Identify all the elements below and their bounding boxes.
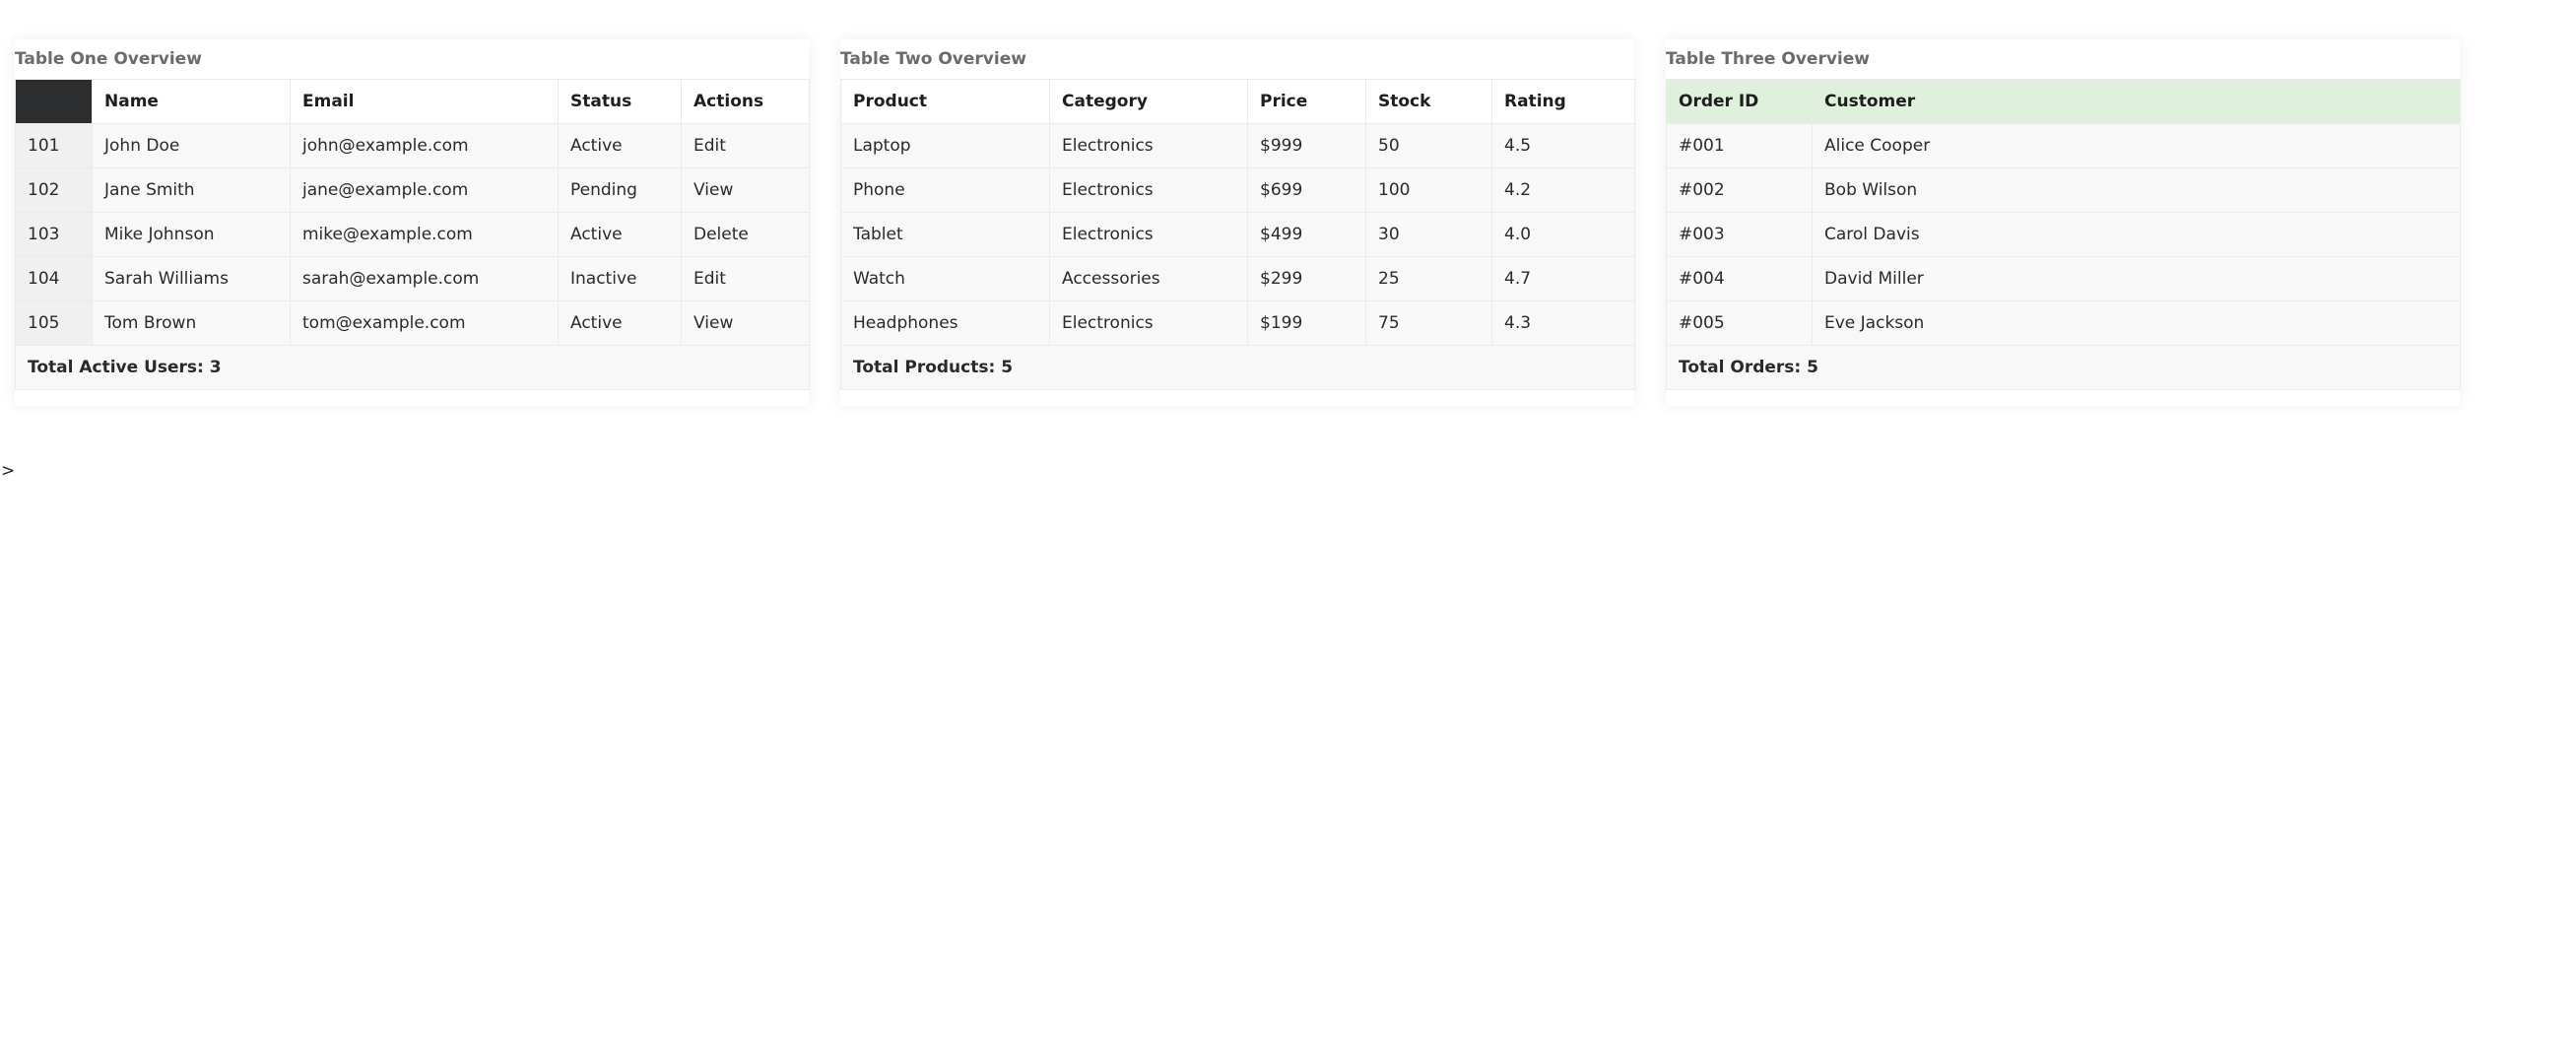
user-email-cell: tom@example.com	[291, 301, 559, 346]
table-row	[1667, 301, 2461, 346]
table-two-header-row	[841, 80, 1635, 124]
product-cell: Laptop	[841, 124, 1050, 168]
table-row	[841, 124, 1635, 168]
status-column-header[interactable]: Status	[559, 80, 682, 124]
name-column-header[interactable]: Name	[93, 80, 291, 124]
table-row	[16, 124, 810, 168]
price-cell: $699	[1248, 168, 1366, 213]
stray-text: >	[1, 461, 16, 481]
table-three-header-row	[1667, 80, 2461, 124]
user-status-cell: Active	[559, 301, 682, 346]
user-name-cell: John Doe	[93, 124, 291, 168]
user-name-cell: Jane Smith	[93, 168, 291, 213]
user-status-cell: Active	[559, 213, 682, 257]
customer-column-header[interactable]: Customer	[1813, 80, 2461, 124]
total-active-users: Total Active Users: 3	[16, 346, 810, 390]
price-cell: $299	[1248, 257, 1366, 301]
table-three	[1666, 79, 2461, 390]
table-row	[841, 213, 1635, 257]
category-cell: Accessories	[1050, 257, 1248, 301]
customer-cell: David Miller	[1813, 257, 2461, 301]
table-one	[15, 79, 810, 390]
rating-cell: 4.2	[1492, 168, 1635, 213]
table-one-header-row	[16, 80, 810, 124]
user-id-cell: 101	[16, 124, 93, 168]
order-id-cell: #005	[1667, 301, 1813, 346]
user-id-cell: 103	[16, 213, 93, 257]
user-status-cell: Pending	[559, 168, 682, 213]
user-email-cell: john@example.com	[291, 124, 559, 168]
table-row	[1667, 168, 2461, 213]
category-cell: Electronics	[1050, 168, 1248, 213]
category-column-header[interactable]: Category	[1050, 80, 1248, 124]
table-two-footer-row	[841, 346, 1635, 390]
product-column-header[interactable]: Product	[841, 80, 1050, 124]
actions-column-header[interactable]: Actions	[682, 80, 810, 124]
table-two	[840, 79, 1635, 390]
table-row	[16, 257, 810, 301]
product-cell: Watch	[841, 257, 1050, 301]
view-action[interactable]: View	[682, 168, 810, 213]
price-column-header[interactable]: Price	[1248, 80, 1366, 124]
category-cell: Electronics	[1050, 213, 1248, 257]
product-cell: Headphones	[841, 301, 1050, 346]
table-row	[841, 301, 1635, 346]
total-products: Total Products: 5	[841, 346, 1635, 390]
product-cell: Tablet	[841, 213, 1050, 257]
product-cell: Phone	[841, 168, 1050, 213]
table-three-title: Table Three Overview	[1666, 49, 1870, 69]
table-two-title: Table Two Overview	[840, 49, 1026, 69]
table-row	[1667, 213, 2461, 257]
table-row	[16, 301, 810, 346]
table-row	[16, 168, 810, 213]
stock-cell: 25	[1366, 257, 1492, 301]
price-cell: $499	[1248, 213, 1366, 257]
rating-cell: 4.7	[1492, 257, 1635, 301]
stock-cell: 50	[1366, 124, 1492, 168]
table-two-card	[840, 39, 1634, 406]
email-column-header[interactable]: Email	[291, 80, 559, 124]
order-id-cell: #003	[1667, 213, 1813, 257]
stock-cell: 75	[1366, 301, 1492, 346]
user-status-cell: Active	[559, 124, 682, 168]
user-name-cell: Tom Brown	[93, 301, 291, 346]
customer-cell: Alice Cooper	[1813, 124, 2461, 168]
rating-cell: 4.5	[1492, 124, 1635, 168]
id-column-header[interactable]	[16, 80, 93, 124]
customer-cell: Eve Jackson	[1813, 301, 2461, 346]
edit-action[interactable]: Edit	[682, 124, 810, 168]
total-orders: Total Orders: 5	[1667, 346, 2461, 390]
user-name-cell: Mike Johnson	[93, 213, 291, 257]
table-one-footer-row	[16, 346, 810, 390]
table-row	[841, 168, 1635, 213]
edit-action[interactable]: Edit	[682, 257, 810, 301]
rating-cell: 4.0	[1492, 213, 1635, 257]
order-id-cell: #002	[1667, 168, 1813, 213]
rating-cell: 4.3	[1492, 301, 1635, 346]
tables-row	[15, 39, 2576, 406]
table-row	[841, 257, 1635, 301]
user-id-cell: 105	[16, 301, 93, 346]
user-email-cell: mike@example.com	[291, 213, 559, 257]
order-id-cell: #004	[1667, 257, 1813, 301]
price-cell: $999	[1248, 124, 1366, 168]
table-row	[16, 213, 810, 257]
view-action[interactable]: View	[682, 301, 810, 346]
rating-column-header[interactable]: Rating	[1492, 80, 1635, 124]
user-name-cell: Sarah Williams	[93, 257, 291, 301]
order-id-cell: #001	[1667, 124, 1813, 168]
table-one-card	[15, 39, 809, 406]
user-status-cell: Inactive	[559, 257, 682, 301]
user-id-cell: 104	[16, 257, 93, 301]
table-row	[1667, 124, 2461, 168]
stock-cell: 30	[1366, 213, 1492, 257]
user-email-cell: jane@example.com	[291, 168, 559, 213]
table-one-title: Table One Overview	[15, 49, 202, 69]
category-cell: Electronics	[1050, 124, 1248, 168]
table-row	[1667, 257, 2461, 301]
user-id-cell: 102	[16, 168, 93, 213]
table-three-card	[1666, 39, 2460, 406]
delete-action[interactable]: Delete	[682, 213, 810, 257]
table-three-footer-row	[1667, 346, 2461, 390]
customer-cell: Carol Davis	[1813, 213, 2461, 257]
customer-cell: Bob Wilson	[1813, 168, 2461, 213]
price-cell: $199	[1248, 301, 1366, 346]
stock-cell: 100	[1366, 168, 1492, 213]
user-email-cell: sarah@example.com	[291, 257, 559, 301]
order-id-column-header[interactable]: Order ID	[1667, 80, 1813, 124]
category-cell: Electronics	[1050, 301, 1248, 346]
stock-column-header[interactable]: Stock	[1366, 80, 1492, 124]
